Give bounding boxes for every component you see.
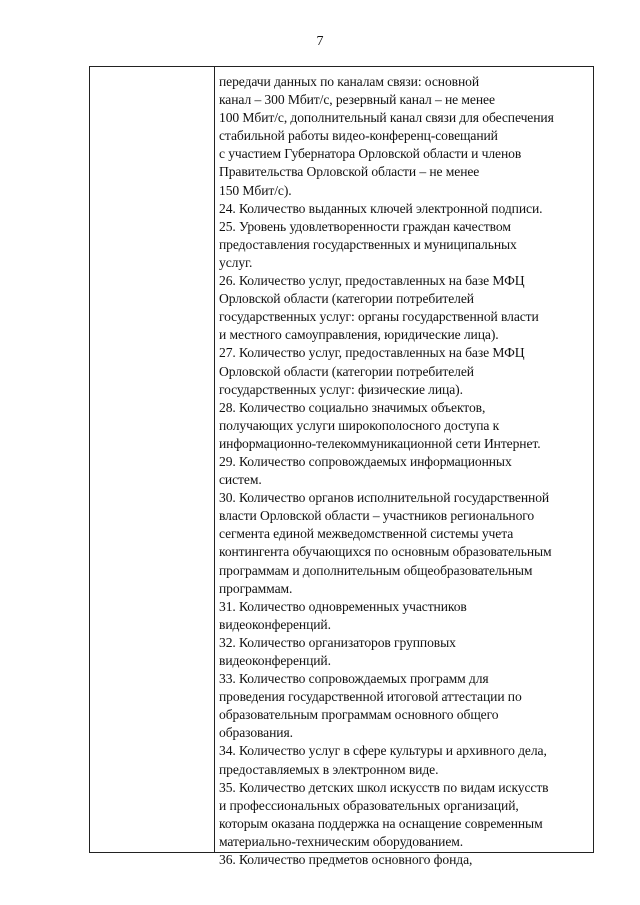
text-line: стабильной работы видео-конференц-совещаний — [219, 128, 498, 144]
text-line: Правительства Орловской области – не менее — [219, 164, 480, 180]
text-line: с участием Губернатора Орловской области и членов — [219, 146, 522, 162]
text-line: передачи данных по каналам связи: основной — [219, 74, 480, 89]
text-line: канал – 300 Мбит/с, резервный канал – не менее — [219, 92, 495, 108]
page-number: 7 — [316, 34, 324, 49]
text-line: государственных услуг: органы государственной власти — [219, 309, 539, 325]
text-line: и профессиональных образовательных организаций, — [219, 797, 519, 813]
text-line: 29. Количество сопровождаемых информационных — [219, 453, 512, 469]
text-line: Орловской области (категории потребителей — [219, 363, 474, 379]
text-line: получающих услуги широкополосного доступа к — [219, 417, 500, 433]
text-line: систем. — [219, 472, 262, 488]
text-line: предоставления государственных и муниципальных — [219, 236, 517, 252]
text-line: программам. — [219, 580, 293, 596]
text-line: 30. Количество органов исполнительной государственной — [219, 490, 550, 506]
text-line: 150 Мбит/с). — [219, 182, 292, 198]
text-line: 33. Количество сопровождаемых программ для — [219, 671, 489, 687]
text-line: видеоконференций. — [219, 653, 331, 668]
text-line: 36. Количество предметов основного фонда, — [219, 852, 473, 868]
text-line: 31. Количество одновременных участников — [219, 598, 467, 614]
text-line: 25. Уровень удовлетворенности граждан качеством — [219, 218, 511, 234]
text-line: государственных услуг: физические лица). — [219, 381, 463, 397]
text-line: образования. — [219, 725, 293, 741]
text-line: услуг. — [219, 254, 253, 270]
text-line: 27. Количество услуг, предоставленных на базе МФЦ — [219, 345, 525, 361]
table-left-cell — [90, 67, 215, 852]
text-line: 28. Количество социально значимых объектов, — [219, 399, 486, 415]
text-line: предоставляемых в электронном виде. — [219, 761, 439, 777]
text-line: сегмента единой межведомственной системы учета — [219, 526, 514, 542]
text-line: образовательным программам основного общего — [219, 707, 499, 723]
text-line: Орловской области (категории потребителей — [219, 291, 474, 307]
text-line: власти Орловской области – участников регионального — [219, 508, 535, 524]
text-line: и местного самоуправления, юридические лица). — [219, 327, 499, 343]
text-line: 32. Количество организаторов групповых — [219, 634, 456, 650]
text-line: проведения государственной итоговой аттестации по — [219, 689, 522, 705]
document-table — [89, 66, 594, 868]
text-line: 26. Количество услуг, предоставленных на базе МФЦ — [219, 273, 525, 289]
text-line: контингента обучающихся по основным образовательным — [219, 544, 552, 560]
table-right-cell — [215, 67, 593, 868]
text-line: информационно-телекоммуникационной сети Интернет. — [219, 435, 541, 451]
text-line: 100 Мбит/с, дополнительный канал связи для обеспечения — [219, 110, 554, 126]
text-line: 34. Количество услуг в сфере культуры и архивного дела, — [219, 743, 547, 759]
text-line: которым оказана поддержка на оснащение современным — [219, 815, 543, 831]
text-line: видеоконференций. — [219, 616, 331, 632]
text-line: программам и дополнительным общеобразовательным — [219, 562, 533, 578]
text-line: 35. Количество детских школ искусств по видам искусств — [219, 779, 549, 795]
text-line: материально-техническим оборудованием. — [219, 833, 464, 849]
text-line: 24. Количество выданных ключей электронной подписи. — [219, 200, 543, 216]
